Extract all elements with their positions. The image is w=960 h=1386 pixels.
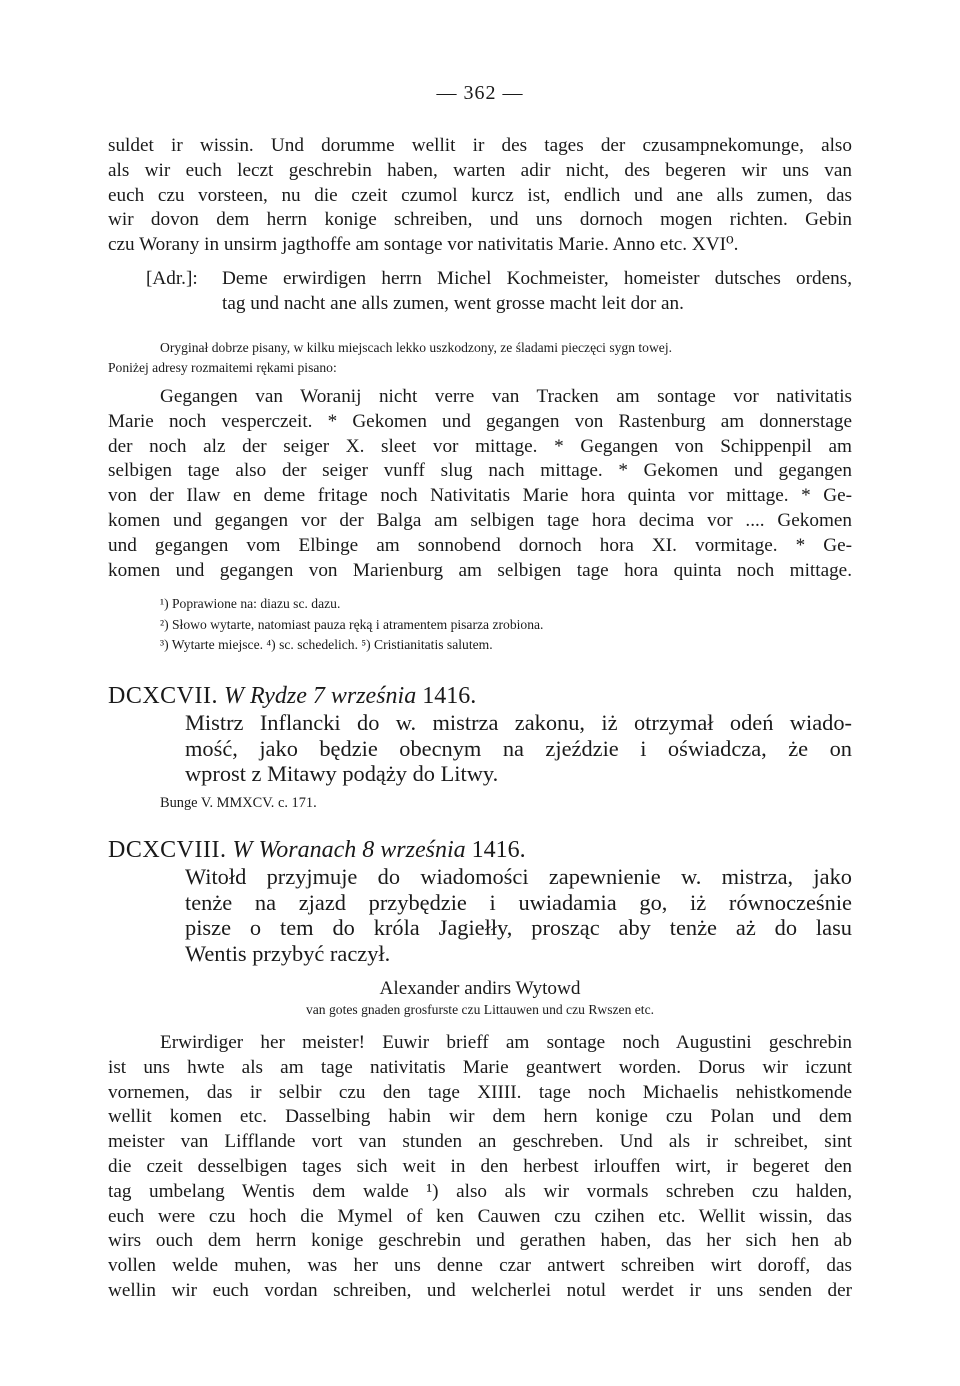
text-line: tag und nacht ane alls zumen, went grosse macht leit dor an. [222,292,684,314]
sender-title: van gotes gnaden grosfurste czu Littauwen und czu Rwszen etc. [305,1002,655,1017]
place-date: W Woranach 8 września [232,837,466,863]
text-line: wprost z Mitawy podąży do Litwy. [185,761,499,786]
text-line: suldet ir wissin. Und dorumme wellit ir des tages der czusampnekomunge, also [108,135,852,156]
text-line: die czeit desselbigen tages sich weit in den herbest irlouffen wirt, ir begeret den [108,1155,852,1177]
text-line: meister van Lifflande vort van stunden an geschreben. Und als ir schreibet, sint [108,1131,852,1153]
year: 1416. [471,837,526,863]
text-line: Oryginał dobrze pisany, w kilku miejscach lekko uszkodzony, ze śladami pieczęci sygn towej. [160,340,673,355]
text-line: wellit komen etc. Dasselbing habin wir dem hern konige czu Polan und dem [108,1106,852,1128]
address-label: [Adr.]: [146,268,198,289]
text-line: czu Worany in unsirm jagthoffe am sontage vor nativitatis Marie. Anno etc. XVI⁰. [108,234,739,256]
text-line: als wir euch leczt geschrebin haben, warten adir nicht, des begeren wir uns van [108,159,852,181]
place-date: W Rydze 7 września [224,683,417,709]
text-line: Gegangen van Woranij nicht verre van Tracken am sontage vor nativitatis [160,386,852,407]
text-line: Poniżej adresy rozmaitemi rękami pisano: [108,360,337,375]
text-line: euch were czu hoch die Mymel of ken Cauwen czu czihen etc. Wellit wissin, das [108,1205,852,1227]
document-heading [108,836,852,865]
year: 1416. [422,683,477,709]
text-line: komen und gegangen vor der Balga am selbigen tage hora decima vor .... Gekomen [108,509,852,531]
document-number: DCXCVIII. [108,837,227,863]
document-summary [108,710,852,787]
text-line: vornemen, das ir selbir czu den tage XIIII. tage noch Michaelis nehistkomende [108,1081,852,1103]
address-block [108,267,852,319]
text-line: vollen welde muhen, was her uns denne czar antwert schreiben wirt doroff, das [108,1255,852,1277]
document-summary [108,864,852,966]
text-line: der noch alz der seiger X. sleet vor mittage. * Gegangen von Schippenpil am [108,435,852,457]
text-line: wirs ouch dem herrn konige geschrebin und gerathen haben, das her sich hen ab [108,1230,852,1252]
text-line: ist uns hwte als am tage nativitatis Marie geantwert worden. Dorus wir iczunt [108,1056,852,1078]
text-line: euch czu vorsteen, nu die czeit czumol kurcz ist, endlich und ane alls zumen, das [108,184,852,206]
source-reference: Bunge V. MMXCV. c. 171. [160,795,317,811]
text-line: Erwirdiger her meister! Euwir brieff am sontage noch Augustini geschrebin [160,1032,852,1053]
document-heading [108,682,852,711]
text-line: Witołd przyjmuje do wiadomości zapewnienie w. mistrza, jako [185,864,852,889]
continuation-paragraph [108,134,852,258]
document-number: DCXCVII. [108,683,218,709]
text-line: Wentis przybyć raczył. [185,940,391,966]
text-line: mość, jako będzie obecnym na zjeździe i oświadcza, że on [185,735,852,761]
page-number: — 362 — [436,82,524,104]
text-line: tag umbelang Wentis dem walde ¹) also als wir vormals schreben czu halden, [108,1180,852,1202]
address-text [222,267,852,317]
endorsement-paragraph [108,385,852,583]
text-line: Mistrz Inflancki do w. mistrza zakonu, iż otrzymał odeń wiado- [185,710,852,735]
editorial-note [108,338,852,378]
text-line: komen und gegangen von Marienburg am selbigen tage hora quinta noch mittage. [108,559,852,581]
text-line: wir dovon dem herrn konige schreiben, und uns dornoch mogen richten. Gebin [108,209,852,231]
text-line: und gegangen vom Elbinge am sonnobend dornoch hora XI. vormitage. * Ge- [108,534,852,556]
text-line: selbigen tage also der seiger vunff slug nach mittage. * Gekomen und gegangen [108,460,852,482]
footnote: ¹) Poprawione na: diazu sc. dazu. [160,596,341,611]
text-line: von der Ilaw en deme fritage noch Nativitatis Marie hora quinta vor mittage. * Ge- [108,485,852,507]
text-line: pisze o tem do króla Jagiełły, prosząc aby tenże aż do lasu [185,915,852,940]
footnotes [108,594,904,656]
footnote: ³) Wytarte miejsce. ⁴) sc. schedelich. ⁵) Cristianitatis salutem. [160,637,493,652]
letter-body [108,1031,852,1304]
text-line: tenże na zjazd przybędzie i uwiadamia go, iż równocześnie [185,889,852,915]
footnote: ²) Słowo wytarte, natomiast pauza ręką i atramentem pisarza zrobiona. [160,616,544,632]
sender-name: Alexander andirs Wytowd [379,978,581,999]
text-line: Marie noch vesperczeit. * Gekomen und gegangen von Rastenburg am donnerstage [108,410,852,432]
text-line: wellin wir euch vordan schreiben, und welcherlei notul werdet ir uns senden der [108,1279,852,1301]
text-line: Deme erwirdigen herrn Michel Kochmeister, homeister dutsches ordens, [222,268,852,289]
